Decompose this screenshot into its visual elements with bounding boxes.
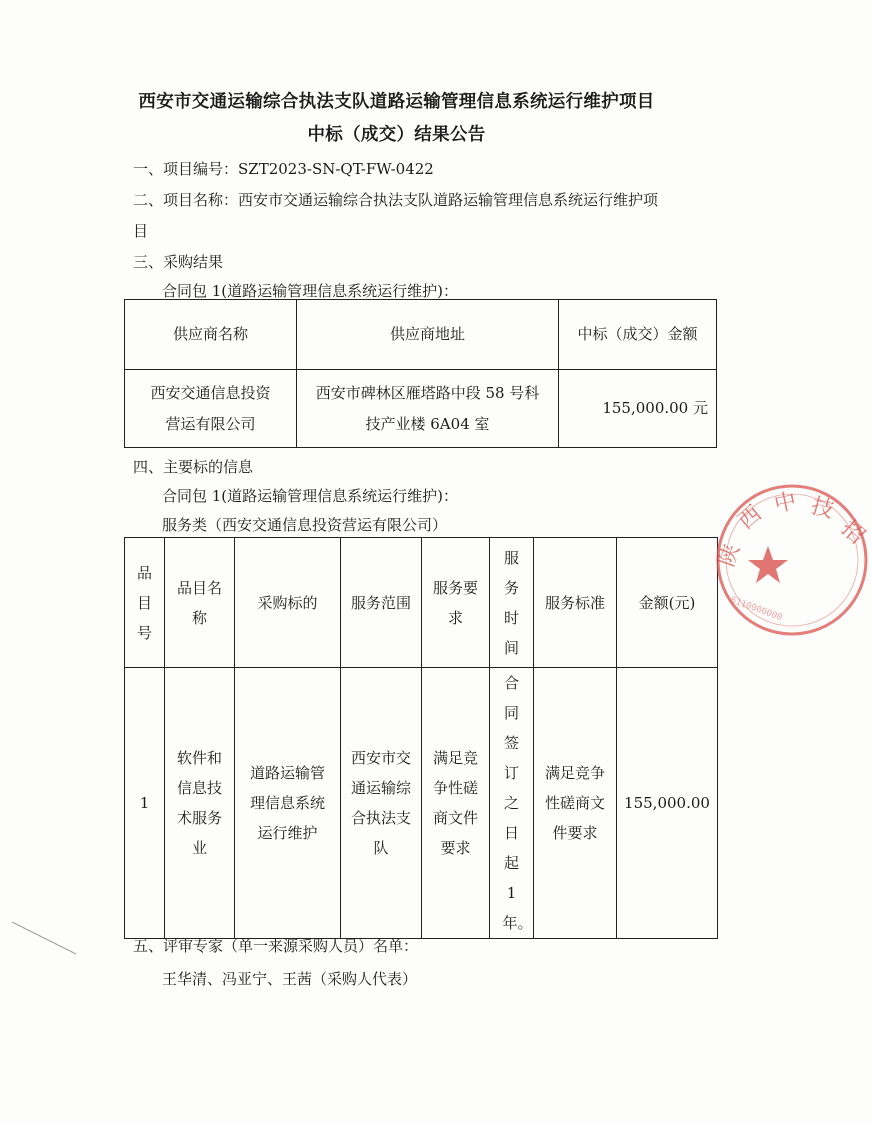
svg-text:6110000000: 6110000000 [728, 595, 784, 624]
subject-table [124, 537, 718, 939]
svg-text:技: 技 [808, 493, 837, 524]
table-row [125, 668, 718, 939]
project-name-line1: 二、项目名称：西安市交通运输综合执法支队道路运输管理信息系统运行维护项 [133, 191, 659, 209]
svg-text:西: 西 [733, 501, 767, 535]
section-main-subject: 四、主要标的信息 [133, 458, 254, 476]
review-expert-names: 王华清、冯亚宁、王茜（采购人代表） [162, 970, 418, 988]
notice-title-line1: 西安市交通运输综合执法支队道路运输管理信息系统运行维护项目 [138, 92, 655, 112]
result-table-header-row [125, 300, 717, 370]
amount: 155,000.00 [617, 668, 718, 939]
service-scope: 西安市交通运输综合执法支队 [341, 668, 422, 939]
subject-package-label: 合同包 1(道路运输管理信息系统运行维护)： [162, 487, 459, 505]
header-service-scope: 服务范围 [341, 538, 422, 668]
item-name: 软件和信息技术服务业 [165, 668, 235, 939]
section-review-experts: 五、评审专家（单一来源采购人员）名单： [133, 937, 419, 955]
project-name-line2: 目 [133, 222, 149, 240]
supplier-name: 西安交通信息投资营运有限公司 [125, 370, 297, 448]
header-service-standard: 服务标准 [534, 538, 617, 668]
svg-text:中: 中 [772, 488, 799, 518]
award-amount: 155,000.00 元 [559, 370, 717, 448]
project-number: 一、项目编号：SZT2023-SN-QT-FW-0422 [133, 160, 434, 178]
service-requirement: 满足竞争性磋商文件要求 [422, 668, 490, 939]
header-item-name: 品目名称 [165, 538, 235, 668]
item-number: 1 [125, 668, 165, 939]
header-service-time: 服务时间 [490, 538, 534, 668]
pen-mark [10, 918, 90, 958]
result-package-label: 合同包 1(道路运输管理信息系统运行维护)： [162, 282, 459, 300]
service-standard: 满足竞争性磋商文件要求 [534, 668, 617, 939]
notice-title-line2: 中标（成交）结果公告 [307, 125, 486, 145]
official-seal-stamp [712, 480, 872, 640]
svg-text:招: 招 [835, 515, 870, 550]
header-supplier-name: 供应商名称 [125, 300, 297, 370]
procurement-subject: 道路运输管理信息系统运行维护 [235, 668, 341, 939]
subject-table-header-row [125, 538, 718, 668]
section-procurement-result: 三、采购结果 [133, 253, 224, 271]
header-service-requirement: 服务要求 [422, 538, 490, 668]
service-time: 合同签订之日起1年。 [490, 668, 534, 939]
table-row [125, 370, 717, 448]
subject-category-label: 服务类（西安交通信息投资营运有限公司） [162, 516, 448, 534]
header-supplier-address: 供应商地址 [297, 300, 559, 370]
header-award-amount: 中标（成交）金额 [559, 300, 717, 370]
svg-text:陕: 陕 [714, 540, 746, 571]
header-item-number: 品目号 [125, 538, 165, 668]
result-table [124, 299, 717, 448]
supplier-address: 西安市碑林区雁塔路中段 58 号科技产业楼 6A04 室 [297, 370, 559, 448]
header-amount: 金额(元) [617, 538, 718, 668]
header-procurement-subject: 采购标的 [235, 538, 341, 668]
